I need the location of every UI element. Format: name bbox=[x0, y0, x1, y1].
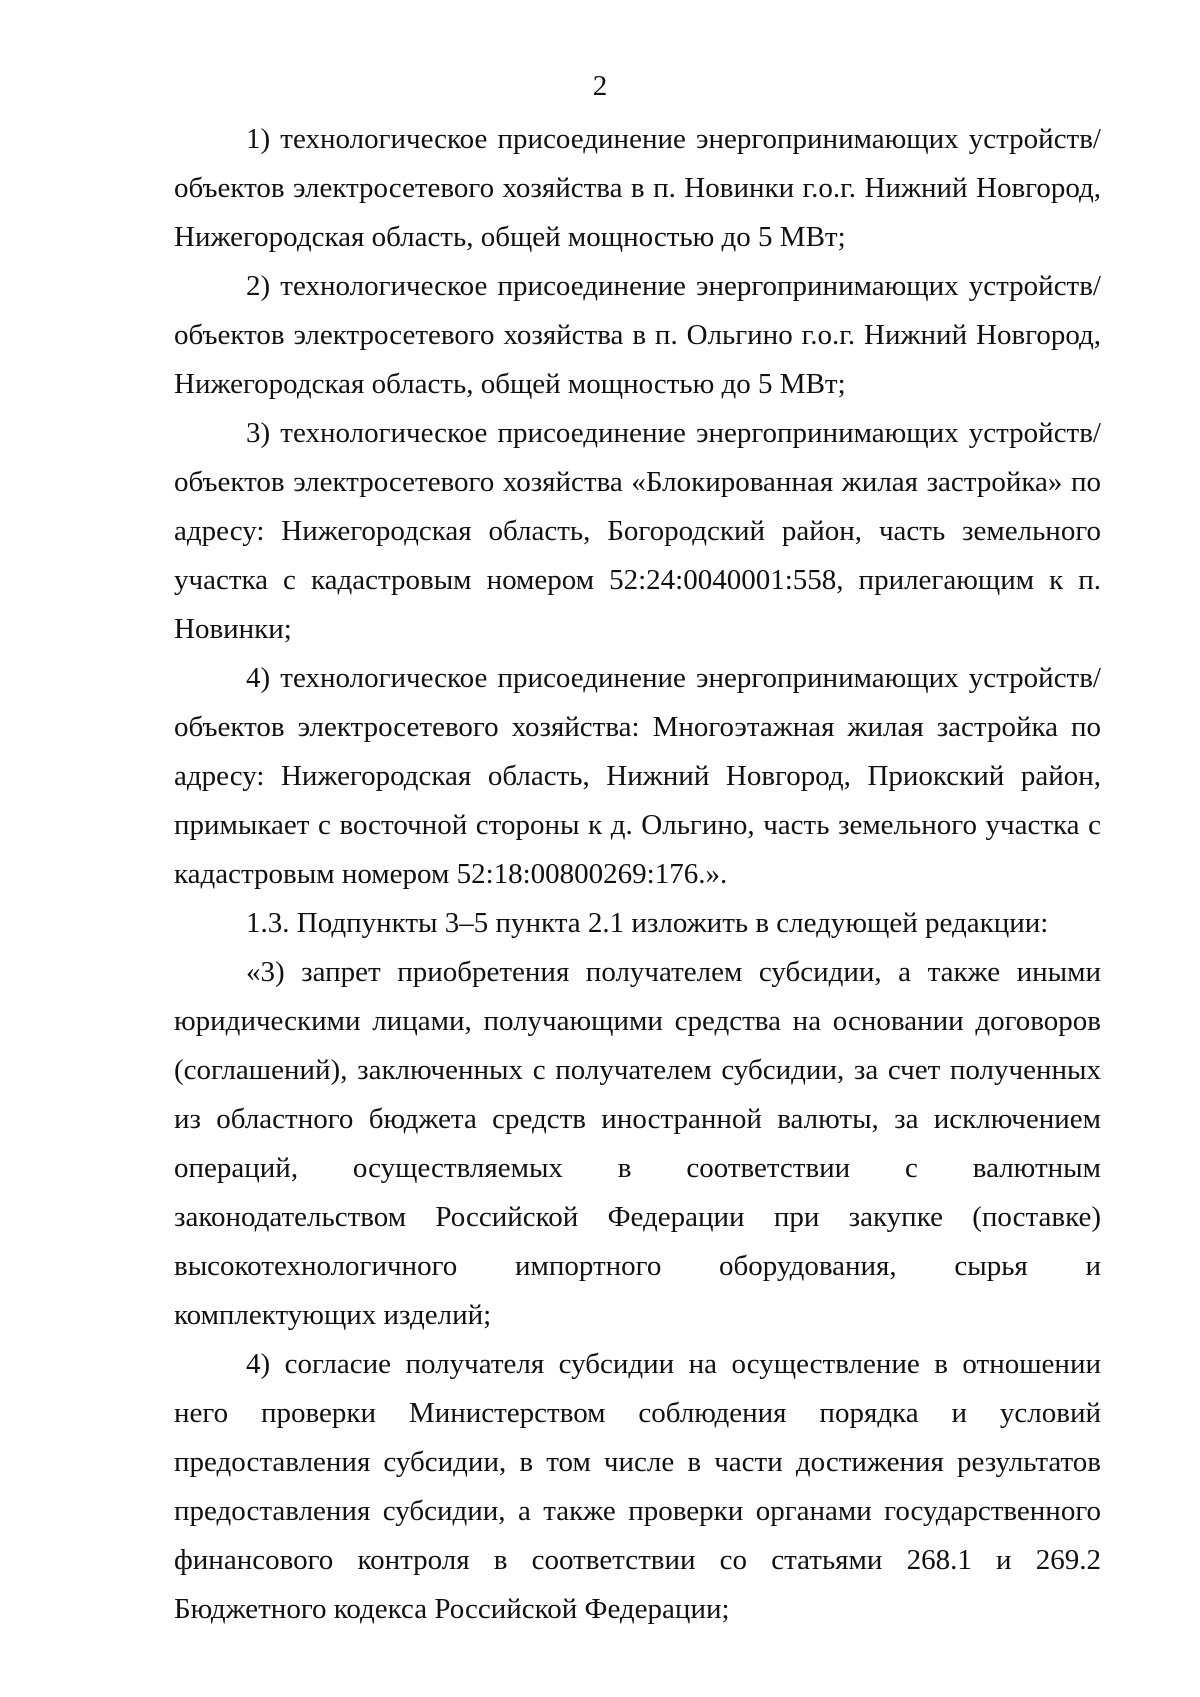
document-body bbox=[174, 115, 1101, 1634]
paragraph-item-3: 3) технологическое присоединение энергопринимающих устройств/объектов электросетевого хозяйства «Блокированная жилая застройка» по адресу: Нижегородская область, Богородский район, часть земельного участка с кадастровым номером 52:24:0040001:558, прилегающим к п. Новинки; bbox=[174, 417, 1101, 645]
paragraph-subitem-3: «3) запрет приобретения получателем субсидии, а также иными юридическими лицами, получающими средства на основании договоров (соглашений), заключенных с получателем субсидии, за счет полученных из областного бюджета средств иностранной валюты, за исключением операций, осуществляемых в соответствии с валютным законодательством Российской Федерации при закупке (поставке) высокотехнологичного импортного оборудования, сырья и комплектующих изделий; bbox=[174, 956, 1101, 1331]
paragraph-item-2: 2) технологическое присоединение энергопринимающих устройств/объектов электросетевого хозяйства в п. Ольгино г.о.г. Нижний Новгород, Нижегородская область, общей мощностью до 5 МВт; bbox=[174, 270, 1101, 400]
paragraph-item-4: 4) технологическое присоединение энергопринимающих устройств/объектов электросетевого хозяйства: Многоэтажная жилая застройка по адресу: Нижегородская область, Нижний Новгород, Приокский район, примыкает с восточной стороны к д. Ольгино, часть земельного участка с кадастровым номером 52:18:00800269:176.». bbox=[174, 662, 1101, 890]
paragraph-item-1: 1) технологическое присоединение энергопринимающих устройств/объектов электросетевого хозяйства в п. Новинки г.о.г. Нижний Новгород, Нижегородская область, общей мощностью до 5 МВт; bbox=[174, 123, 1101, 253]
paragraph-subitem-4: 4) согласие получателя субсидии на осуществление в отношении него проверки Министерством соблюдения порядка и условий предоставления субсидии, в том числе в части достижения результатов предоставления субсидии, а также проверки органами государственного финансового контроля в соответствии со статьями 268.1 и 269.2 Бюджетного кодекса Российской Федерации; bbox=[174, 1348, 1101, 1625]
page-number: 2 bbox=[592, 70, 608, 102]
paragraph-section-1-3: 1.3. Подпункты 3–5 пункта 2.1 изложить в следующей редакции: bbox=[246, 907, 1049, 939]
